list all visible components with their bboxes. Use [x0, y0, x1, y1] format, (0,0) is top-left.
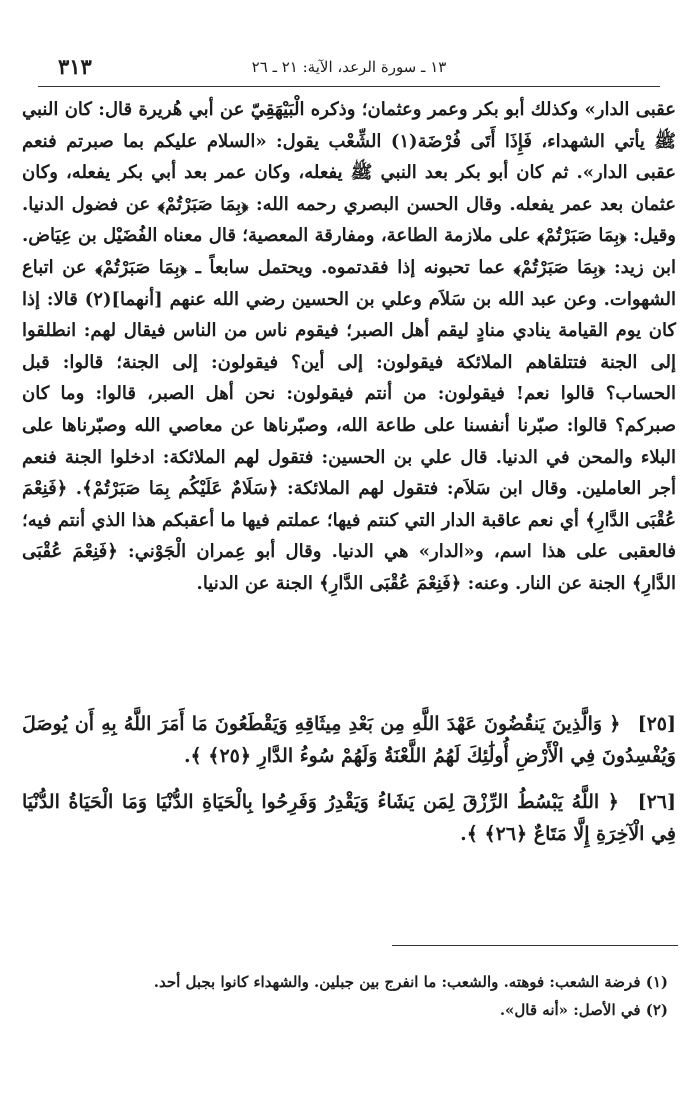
- running-title: ١٣ ـ سورة الرعد، الآية: ٢١ ـ ٢٦: [251, 58, 447, 76]
- verse-text: ﴿ اللَّهُ يَبْسُطُ الرِّزْقَ لِمَن يَشَاءُ وَيَقْدِرُ وَفَرِحُوا بِالْحَيَاةِ الدُّنْيَا وَمَا الْحَيَاةُ الدُّنْيَا فِي الْآخِرَةِ إِلَّا مَتَاعٌ ﴿٢٦﴾ ﴾.: [22, 791, 676, 845]
- verse-text: ﴿ وَالَّذِينَ يَنقُضُونَ عَهْدَ اللَّهِ مِن بَعْدِ مِيثَاقِهِ وَيَقْطَعُونَ مَا أَمَرَ اللَّهُ بِهِ أَن يُوصَلَ وَيُفْسِدُونَ فِي الْأَرْضِ أُولَٰئِكَ لَهُمُ اللَّعْنَةُ وَلَهُمْ سُوءُ الدَّارِ ﴿٢٥﴾ ﴾.: [22, 713, 676, 767]
- verse-25: [22, 708, 676, 772]
- verse-number: [٢٥]: [637, 713, 676, 735]
- verses-section: [22, 708, 676, 864]
- footnote-1: (١) فرضة الشعب: فوهته. والشعب: ما انفرج بين جبلين. والشهداء كانوا بجبل أحد.: [153, 973, 668, 991]
- footnote-divider: [392, 945, 678, 946]
- footnotes: [22, 968, 668, 1024]
- page-number: ٣١٣: [58, 54, 92, 79]
- commentary-body: [22, 94, 676, 600]
- verse-number: [٢٦]: [637, 791, 676, 813]
- page-header: [38, 44, 660, 87]
- verse-26: [22, 786, 676, 850]
- footnote-2: (٢) في الأصل: «أنه قال».: [499, 1001, 668, 1019]
- commentary-paragraph: عقبى الدار» وكذلك أبو بكر وعمر وعثمان؛ وذكره الْبَيْهَقِيّ عن أبي هُريرة قال: كان النبي ﷺ يأتي الشهداء، فَإِذَا أَتَى فُرْضَة(١) الشِّعْب يقول: «السلام عليكم بما صبرتم فنعم عقبى الدار». ثم كان أبو بكر بعد النبي ﷺ يفعله، وكان عمر بعد أبي بكر يفعله، وكان عثمان بعد عمر يفعله. وقال الحسن البصري رحمه الله: ﴿بِمَا صَبَرْتُمْ﴾ عن فضول الدنيا. وقيل: ﴿بِمَا صَبَرْتُمْ﴾ على ملازمة الطاعة، ومفارقة المعصية؛ قال معناه الفُضَيْل بن عِيَاض. ابن زيد: ﴿بِمَا صَبَرْتُمْ﴾ عما تحبونه إذا فقدتموه. ويحتمل سابعاً ـ ﴿بِمَا صَبَرْتُمْ﴾ عن اتباع الشهوات. وعن عبد الله بن سَلاَم وعلي بن الحسين رضي الله عنهم [أنهما](٢) قالا: إذا كان يوم القيامة ينادي منادٍ ليقم أهل الصبر؛ فيقوم ناس من الناس فيقال لهم: انطلقوا إلى الجنة فتتلقاهم الملائكة فيقولون: إلى أين؟ فيقولون: إلى الجنة؛ قالوا: قبل الحساب؟ قالوا نعم! فيقولون: من أنتم فيقولون: نحن أهل الصبر، قالوا: وما كان صبركم؟ قالوا: صبّرنا أنفسنا على طاعة الله، وصبّرناها عن معاصي الله وصبّرناها على البلاء والمحن في الدنيا. قال علي بن الحسين: فتقول لهم الملائكة: ادخلوا الجنة فنعم أجر العاملين. وقال ابن سَلاَم: فتقول لهم الملائكة: ﴿سَلَامٌ عَلَيْكُم بِمَا صَبَرْتُمْ﴾. ﴿فَنِعْمَ عُقْبَى الدَّارِ﴾ أي نعم عاقبة الدار التي كنتم فيها؛ عملتم فيها ما أعقبكم هذا الذي أنتم فيه؛ فالعقبى على هذا اسم، و«الدار» هي الدنيا. وقال أبو عِمران الْجَوْني: ﴿فَنِعْمَ عُقْبَى الدَّارِ﴾ الجنة عن النار. وعنه: ﴿فَنِعْمَ عُقْبَى الدَّارِ﴾ الجنة عن الدنيا.: [22, 99, 676, 594]
